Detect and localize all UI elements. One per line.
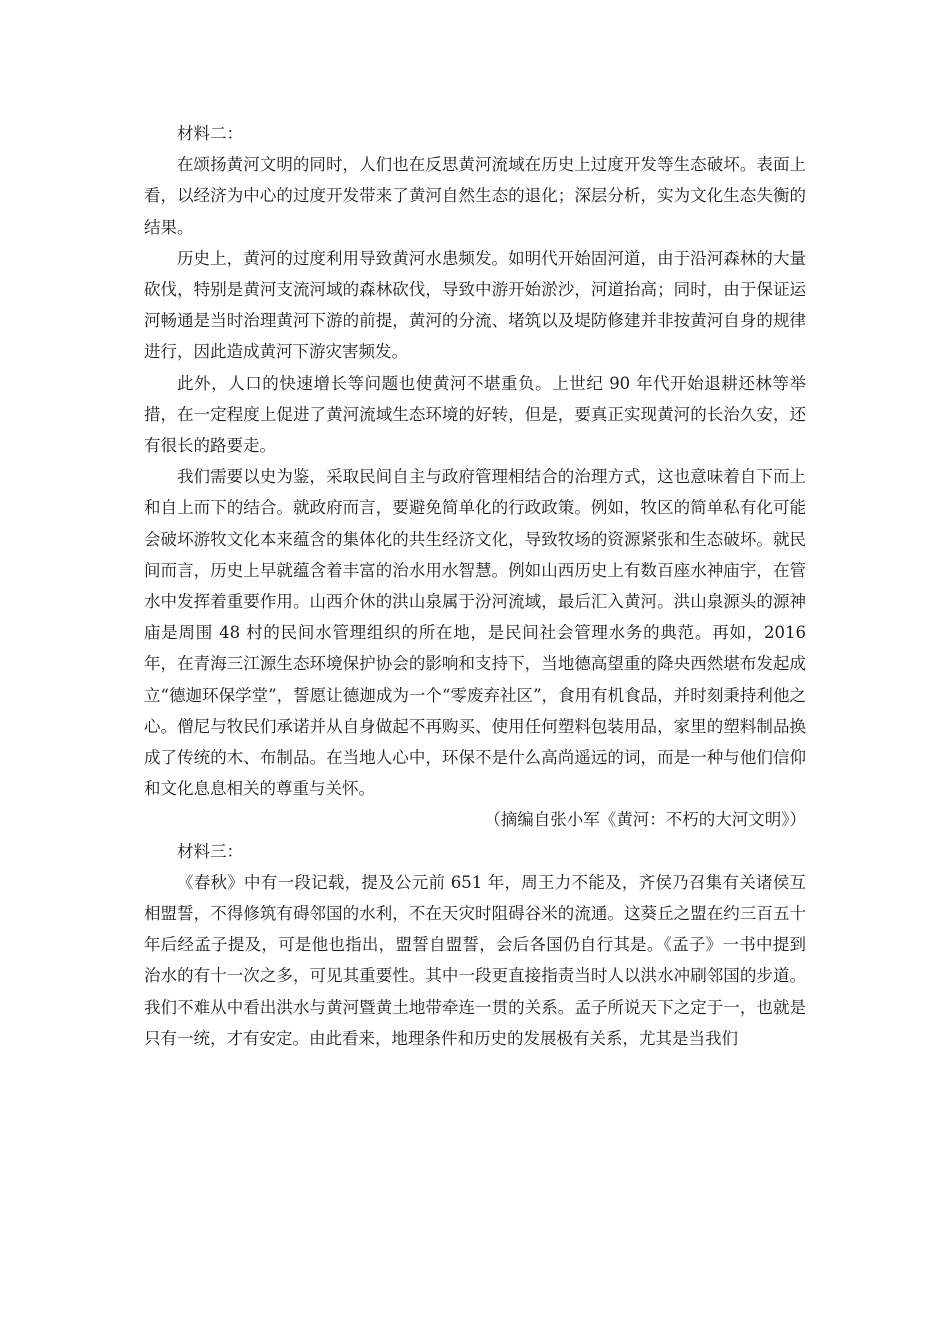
material-two-heading: 材料二： bbox=[177, 124, 243, 143]
material-two-paragraph-1: 在颂扬黄河文明的同时，人们也在反思黄河流域在历史上过度开发等生态破坏。表面上看，以经济为中心的过度开发带来了黄河自然生态的退化；深层分析，实为文化生态失衡的结果。 bbox=[144, 155, 806, 237]
material-three-heading: 材料三： bbox=[177, 841, 243, 861]
document-page bbox=[144, 118, 806, 1054]
material-two-paragraph-3: 此外，人口的快速增长等问题也使黄河不堪重负。上世纪 90 年代开始退耕还林等举措，在一定程度上促进了黄河流域生态环境的好转，但是，要真正实现黄河的长治久安，还有很长的路要走。 bbox=[144, 373, 806, 456]
material-two-paragraph-4: 我们需要以史为鉴，采取民间自主与政府管理相结合的治理方式，这也意味着自下而上和自上而下的结合。就政府而言，要避免简单化的行政政策。例如，牧区的简单私有化可能会破坏游牧文化本来蕴含的集体化的共生经济文化，导致牧场的资源紧张和生态破坏。就民间而言，历史上早就蕴含着丰富的治水用水智慧。例如山西历史上有数百座水神庙宇，在管水中发挥着重要作用。山西介休的洪山泉属于汾河流域，最后汇入黄河。洪山泉源头的源神庙是周围 48 村的民间水管理组织的所在地，是民间社会管理水务的典范。再如，2016 年，在青海三江源生态环境保护协会的影响和支持下，当地德高望重的降央西然堪布发起成立“德迦环保学堂”，誓愿让德迦成为一个“零废弃社区”，食用有机食品，并时刻秉持利他之心。僧尼与牧民们承诺并从自身做起不再购买、使用任何塑料包装用品，家里的塑料制品换成了传统的木、布制品。在当地人心中，环保不是什么高尚遥远的词，而是一种与他们信仰和文化息息相关的尊重与关怀。 bbox=[144, 467, 806, 799]
material-two-source: （摘编自张小军《黄河：不朽的大河文明》） bbox=[484, 810, 806, 830]
material-two-paragraph-2: 历史上，黄河的过度利用导致黄河水患频发。如明代开始固河道，由于沿河森林的大量砍伐，特别是黄河支流河域的森林砍伐，导致中游开始淤沙，河道抬高；同时，由于保证运河畅通是当时治理黄河下游的前提，黄河的分流、堵筑以及堤防修建并非按黄河自身的规律进行，因此造成黄河下游灾害频发。 bbox=[144, 248, 806, 362]
material-three-paragraph-1: 《春秋》中有一段记载，提及公元前 651 年，周王力不能及，齐侯乃召集有关诸侯互相盟誓，不得修筑有碍邻国的水利，不在天灾时阻碍谷米的流通。这葵丘之盟在约三百五十年后经孟子提及，可是他也指出，盟誓自盟誓，会后各国仍自行其是。《孟子》一书中提到治水的有十一次之多，可见其重要性。其中一段更直接指责当时人以洪水冲刷邻国的步道。我们不难从中看出洪水与黄河暨黄土地带牵连一贯的关系。孟子所说天下之定于一，也就是只有一统，才有安定。由此看来，地理条件和历史的发展极有关系，尤其是当我们 bbox=[144, 872, 806, 1048]
